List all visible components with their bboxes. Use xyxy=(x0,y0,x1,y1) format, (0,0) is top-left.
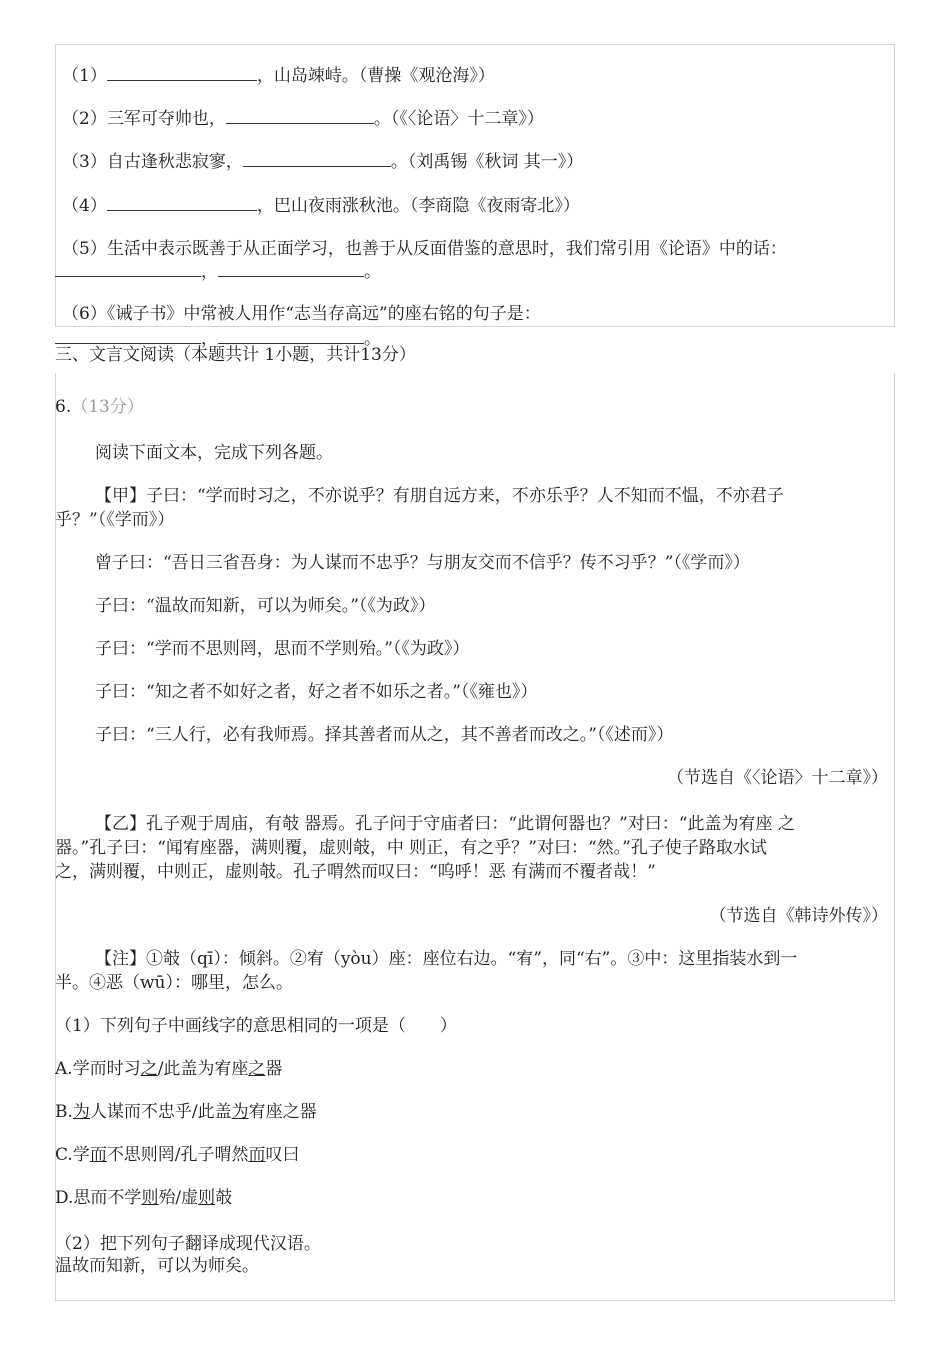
q2-blank[interactable] xyxy=(226,107,374,124)
jia-source: （节选自《〈论语〉十二章》） xyxy=(667,768,888,788)
q2-text-before: 三军可夺帅也， xyxy=(106,109,226,129)
q1-blank[interactable] xyxy=(107,64,257,81)
option-letter: B. xyxy=(55,1102,73,1122)
underlined-char: 之 xyxy=(140,1059,158,1079)
jia-line-3: 子曰：“温故而知新，可以为师矣。”（《为政》） xyxy=(95,596,436,616)
option-letter: D. xyxy=(55,1188,74,1208)
option-text: 学 xyxy=(72,1145,90,1165)
fill-in-q2 xyxy=(62,107,544,130)
underlined-char: 而 xyxy=(248,1145,266,1165)
q3-number: （3） xyxy=(62,152,107,172)
option-a[interactable] xyxy=(55,1058,282,1080)
fill-in-q5-answer xyxy=(55,260,381,283)
q6-blank-1[interactable] xyxy=(55,327,201,344)
q5-blank-1[interactable] xyxy=(55,260,201,277)
sub-question-2: （2）把下列句子翻译成现代汉语。 xyxy=(55,1234,321,1254)
option-text: 器 xyxy=(265,1059,283,1079)
underlined-char: 则 xyxy=(198,1188,216,1208)
q2-number: （2） xyxy=(62,109,107,129)
question-6-header xyxy=(55,396,144,418)
underlined-char: 而 xyxy=(89,1145,107,1165)
option-text: 攲 xyxy=(215,1188,233,1208)
q4-blank[interactable] xyxy=(107,194,257,211)
underlined-char: 为 xyxy=(72,1102,90,1122)
question-score: （13分） xyxy=(71,397,144,417)
yi-line-2: 器。”孔子曰：“闻宥座器，满则覆，虚则攲，中 则正，有之乎？”对曰：“然。”孔子使子路取水试 xyxy=(55,838,767,858)
fill-in-q5 xyxy=(62,238,787,260)
option-text: 思而不学 xyxy=(73,1188,142,1208)
underlined-char: 为 xyxy=(231,1102,249,1122)
yi-line-3: 之，满则覆，中则正，虚则攲。孔子喟然而叹曰：“呜呼！恶 有满而不覆者哉！” xyxy=(55,862,656,882)
option-b[interactable] xyxy=(55,1101,317,1123)
jia-line-1-cont: 乎？”（《学而》） xyxy=(55,510,175,530)
yi-source: （节选自《韩诗外传》） xyxy=(709,906,888,926)
option-text: 不思则罔/孔子喟然 xyxy=(106,1145,249,1165)
note-line-2: 半。④恶（wū）：哪里，怎么。 xyxy=(55,973,293,993)
q5-period: 。 xyxy=(364,262,381,282)
fill-in-q6 xyxy=(62,303,541,325)
q6-comma: ， xyxy=(201,329,218,349)
translate-sentence: 温故而知新，可以为师矣。 xyxy=(55,1256,259,1276)
q6-text: （6）《诫子书》中常被人用作“志当存高远”的座右铭的句子是： xyxy=(62,304,541,324)
fill-in-q3 xyxy=(62,150,583,173)
option-d[interactable] xyxy=(55,1187,232,1209)
q3-blank[interactable] xyxy=(243,150,391,167)
underlined-char: 之 xyxy=(248,1059,266,1079)
option-text: /此盖为宥座 xyxy=(157,1059,249,1079)
option-text: 人谋而不忠乎/此盖 xyxy=(89,1102,232,1122)
jia-line-2: 曾子曰：“吾日三省吾身：为人谋而不忠乎？与朋友交而不信乎？传不习乎？”（《学而》） xyxy=(95,553,750,573)
option-text: 宥座之器 xyxy=(248,1102,317,1122)
fill-in-q1 xyxy=(62,64,495,87)
q2-text-after: 。（《〈论语〉十二章》） xyxy=(373,109,544,129)
option-letter: C. xyxy=(55,1145,73,1165)
jia-line-1: 【甲】子曰：“学而时习之，不亦说乎？有朋自远方来，不亦乐乎？人不知而不愠，不亦君子 xyxy=(95,486,784,506)
jia-line-6: 子曰：“三人行，必有我师焉。择其善者而从之，其不善者而改之。”（《述而》） xyxy=(95,725,674,745)
instruction: 阅读下面文本，完成下列各题。 xyxy=(95,443,333,463)
note-line-1: 【注】①攲（qī）：倾斜。②宥（yòu）座：座位右边。“宥”，同“右”。③中：这里指装水到一 xyxy=(95,949,798,969)
q6-period: 。 xyxy=(364,329,381,349)
q4-text: ，巴山夜雨涨秋池。（李商隐《夜雨寄北》） xyxy=(256,196,580,216)
jia-line-5: 子曰：“知之者不如好之者，好之者不如乐之者。”（《雍也》） xyxy=(95,682,538,702)
q6-blank-2[interactable] xyxy=(218,327,364,344)
underlined-char: 则 xyxy=(141,1188,159,1208)
section-3-heading: 三、文言文阅读（本题共计 1小题，共计13分） xyxy=(55,345,416,365)
option-text: 学而时习 xyxy=(72,1059,141,1079)
q5-comma: ， xyxy=(201,262,218,282)
jia-line-4: 子曰：“学而不思则罔，思而不学则殆。”（《为政》） xyxy=(95,639,470,659)
q1-number: （1） xyxy=(62,66,107,86)
fill-in-q4 xyxy=(62,194,580,217)
q3-text-after: 。（刘禹锡《秋词 其一》） xyxy=(390,152,584,172)
option-letter: A. xyxy=(55,1059,73,1079)
q1-text: ，山岛竦峙。（曹操《观沧海》） xyxy=(256,66,495,86)
question-number: 6. xyxy=(55,397,72,417)
option-c[interactable] xyxy=(55,1144,300,1166)
q5-text: （5）生活中表示既善于从正面学习，也善于从反面借鉴的意思时，我们常引用《论语》中的话： xyxy=(62,239,787,259)
yi-line-1: 【乙】孔子观于周庙，有攲 器焉。孔子问于守庙者曰：“此谓何器也？”对曰：“此盖为宥座 之 xyxy=(95,814,795,834)
sub-question-1: （1）下列句子中画线字的意思相同的一项是（ ） xyxy=(55,1016,457,1036)
option-text: 殆/虚 xyxy=(158,1188,199,1208)
q4-number: （4） xyxy=(62,196,107,216)
option-text: 叹曰 xyxy=(265,1145,300,1165)
q5-blank-2[interactable] xyxy=(218,260,364,277)
q3-text-before: 自古逢秋悲寂寥， xyxy=(106,152,243,172)
